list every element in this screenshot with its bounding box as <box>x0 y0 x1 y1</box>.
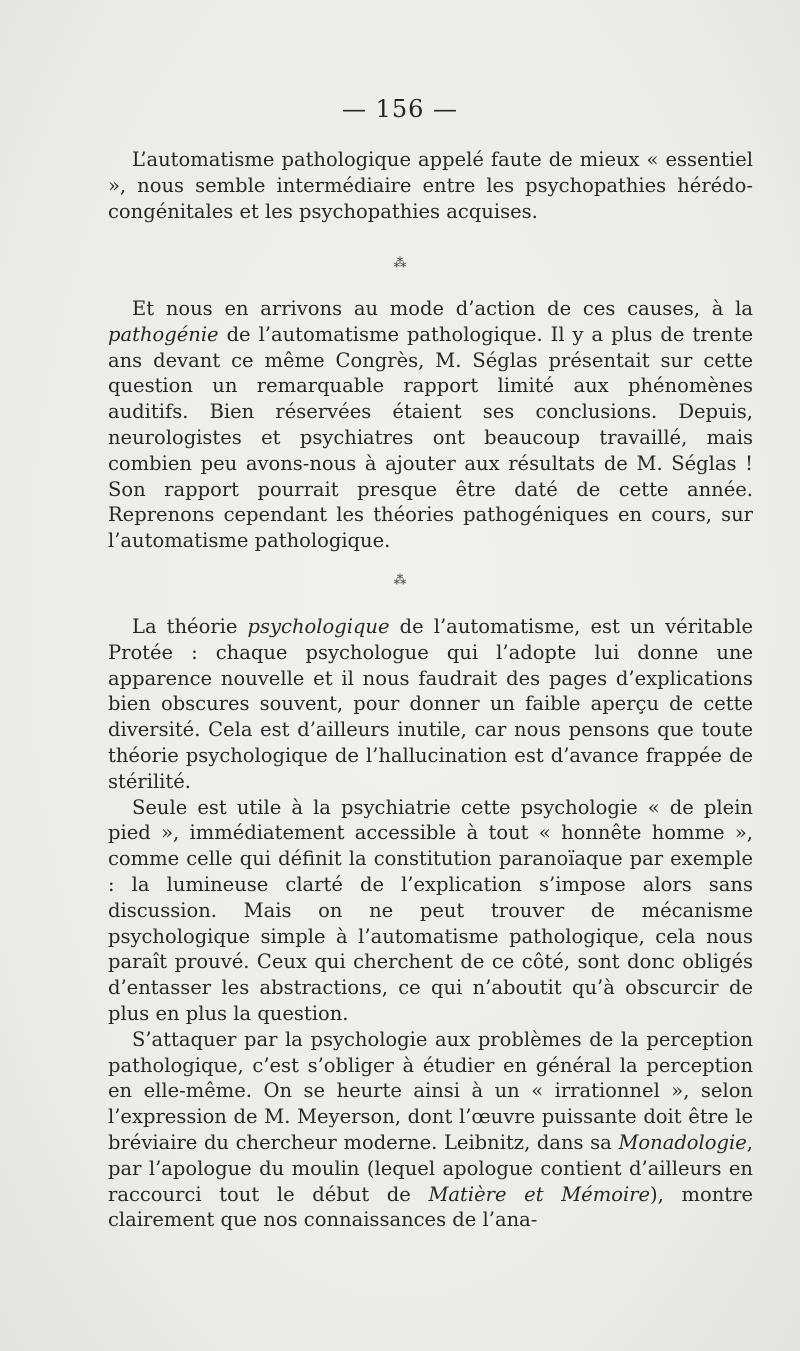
italic-term: psychologique <box>247 615 390 638</box>
italic-title: Monadologie <box>618 1130 747 1154</box>
paragraph-text: La théorie <box>132 615 248 638</box>
paragraph-text: de l’automatisme, est un véritable Protée : chaque psychologue qui l’adopte lui donne une apparence nouvelle et il nous faudrait des pages d’explications bien obscures souvent, pour donner un faible aperçu de cette diversité. Cela est d’ailleurs inutile, car nous pensons que toute théorie psychologique de l’hallucination est d’avance frappée de stérilité. <box>108 615 753 793</box>
paragraph-text: S’attaquer par la psychologie aux problèmes de la perception pathologique, c’est s’obliger à étudier en général la perception en elle-même. On se heurte ainsi à un « irrationnel », selon l’expression de M. Meyerson, dont l’œuvre puissante doit être le bréviaire du chercheur moderne. Leibnitz, dans sa <box>108 1027 753 1154</box>
paragraph <box>108 296 753 554</box>
page-number: — 156 — <box>341 95 459 123</box>
paragraph <box>108 1027 753 1233</box>
text-block-psychologique <box>108 614 753 1233</box>
italic-title: Matière et Mémoire <box>428 1182 651 1206</box>
italic-term: pathogénie <box>108 322 219 346</box>
paragraph-text: de l’automatisme pathologique. Il y a plus de trente ans devant ce même Congrès, M. Séglas présentait sur cette question un remarquable rapport limité aux phénomènes auditifs. Bien réservées étaient ses conclusions. Depuis, neurologistes et psychiatres ont beaucoup travaillé, mais combien peu avons-nous à ajouter aux résultats de M. Séglas ! Son rapport pourrait presque être daté de cette année. Reprenons cependant les théories pathogéniques en cours, sur l’automatisme pathologique. <box>108 322 753 553</box>
paragraph-text: , par l’apologue du moulin (lequel apologue contient d’ailleurs en raccourci tout le début de <box>108 1130 753 1206</box>
paragraph-text: Et nous en arrivons au mode d’action de ces causes, à la <box>132 297 753 320</box>
paragraph: Seule est utile à la psychiatrie cette psychologie « de plein pied », immédiatement accessible à tout « honnête homme », comme celle qui définit la constitution paranoïaque par exemple : la lumineuse clarté de l’explication s’impose alors sans discussion. Mais on ne peut trouver de mécanisme psychologique simple à l’automatisme pathologique, cela nous paraît prouvé. Ceux qui cherchent de ce côté, sont donc obligés d’entasser les abstractions, ce qui n’aboutit qu’à obscurcir de plus en plus la question. <box>108 795 753 1025</box>
text-block-intro <box>108 147 753 224</box>
paragraph: L’automatisme pathologique appelé faute de mieux « essentiel », nous semble intermédiaire entre les psychopathies hérédo-congénitales et les psychopathies acquises. <box>108 148 753 223</box>
paragraph-text: ), montre clairement que nos connaissances de l’ana- <box>108 1182 753 1232</box>
text-block-pathogenie <box>108 296 753 554</box>
asterism-ornament: ⁂ <box>393 256 407 271</box>
paragraph <box>108 614 753 795</box>
asterism-ornament: ⁂ <box>393 573 407 588</box>
